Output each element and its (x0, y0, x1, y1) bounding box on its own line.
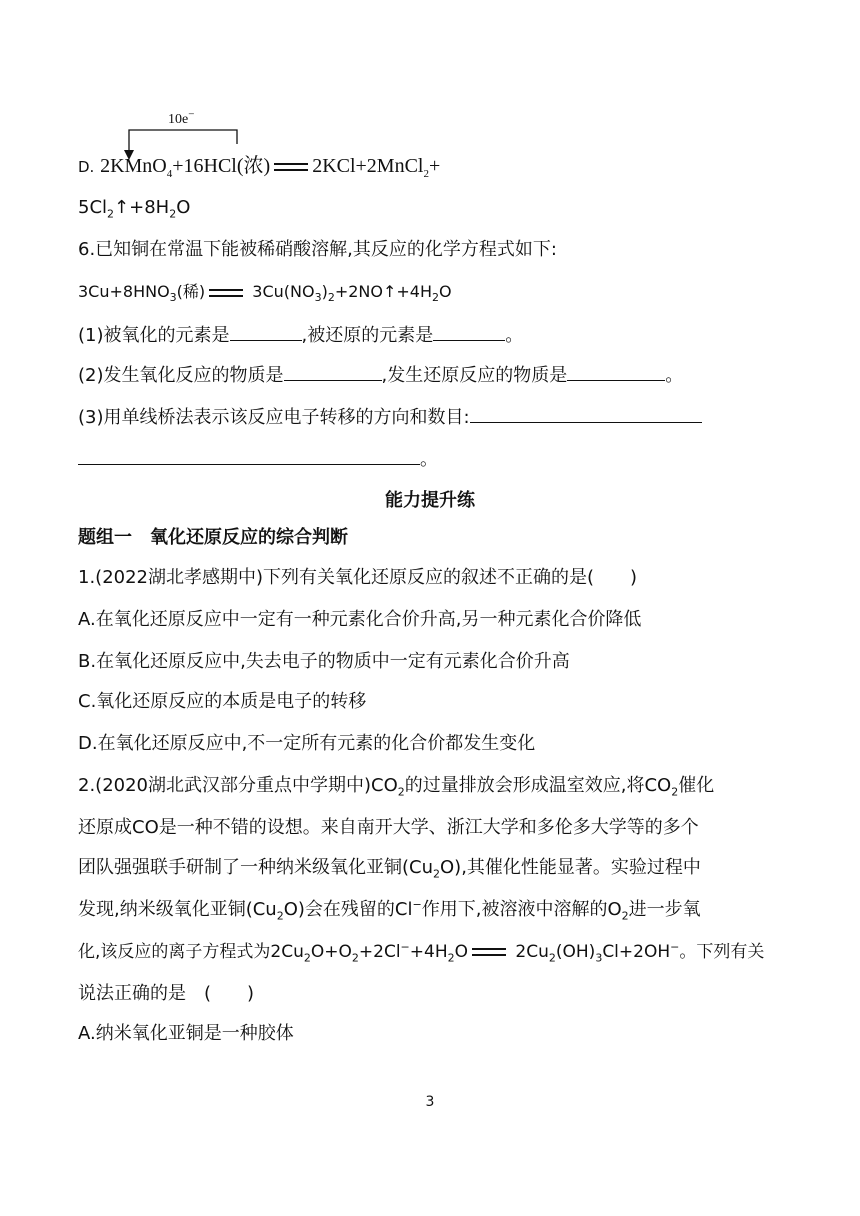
q6-part2: (2)发生氧化反应的物质是 ,发生还原反应的物质是 。 (78, 362, 683, 388)
equals-sign-icon (274, 163, 308, 171)
page-number: 3 (425, 1094, 435, 1110)
q2-line-3: 团队强强联手研制了一种纳米级氧化亚铜$(Cu_2O)$,其催化性能显著。实验过程中 (78, 857, 701, 881)
equals-sign-icon (472, 948, 506, 956)
q6-part3-continuation: 。 (78, 446, 438, 472)
answer-blank[interactable] (230, 322, 302, 341)
q2-line-6: 说法正确的是 ( ) (78, 983, 255, 1004)
q2-line-1: 2.(2020湖北武汉部分重点中学期中)$CO_2$的过量排放会形成温室效应,将$CO_2$催化 (78, 775, 715, 799)
q1-stem: 1.(2022湖北孝感期中)下列有关氧化还原反应的叙述不正确的是( ) (78, 567, 638, 588)
q2-option-a: A.纳米氧化亚铜是一种胶体 (78, 1023, 294, 1044)
answer-blank[interactable] (567, 362, 665, 381)
q6-part3: (3)用单线桥法表示该反应电子转移的方向和数目: (78, 404, 702, 430)
answer-blank[interactable] (78, 446, 420, 465)
q2-line-4: 发现,纳米级氧化亚铜$(Cu_2O)$会在残留的Cl−作用下,被溶液中溶解的$O_2$进一步氧 (78, 898, 701, 923)
answer-blank[interactable] (284, 362, 382, 381)
q1-option-a: A.在氧化还原反应中一定有一种元素化合价升高,另一种元素化合价降低 (78, 609, 642, 630)
q6-part1: (1)被氧化的元素是 ,被还原的元素是 。 (78, 322, 523, 348)
q1-option-d: D.在氧化还原反应中,不一定所有元素的化合价都发生变化 (78, 733, 536, 754)
q1-option-b: B.在氧化还原反应中,失去电子的物质中一定有元素化合价升高 (78, 651, 570, 672)
option-d-continuation: $5Cl_2↑+8H_2O$ (78, 197, 191, 221)
group-title: 题组一 氧化还原反应的综合判断 (78, 527, 348, 548)
q1-option-c: C.氧化还原反应的本质是电子的转移 (78, 691, 367, 712)
answer-blank[interactable] (433, 322, 505, 341)
section-title: 能力提升练 (385, 490, 475, 511)
transfer-label: 10e− (168, 108, 195, 127)
option-d-equation: D. 2KMnO$_4$+16HCl(浓) 2KCl+2MnCl$_2$+ (78, 155, 441, 180)
q2-line-2: 还原成CO是一种不错的设想。来自南开大学、浙江大学和多伦多大学等的多个 (78, 817, 699, 838)
equals-sign-icon (209, 289, 243, 297)
q6-stem: 6.已知铜在常温下能被稀硝酸溶解,其反应的化学方程式如下: (78, 239, 557, 260)
answer-blank[interactable] (470, 404, 702, 423)
q2-line-5: 化,该反应的离子方程式为$2Cu_2O+O_2+2Cl^-+4H_2O$ $2Cu_2(OH)_3Cl+2OH^-$。下列有关 (78, 940, 765, 965)
q6-equation: $3Cu+8HNO_3$(稀) $3Cu(NO_3)_2+2NO↑+4H_2O$ (78, 282, 452, 305)
